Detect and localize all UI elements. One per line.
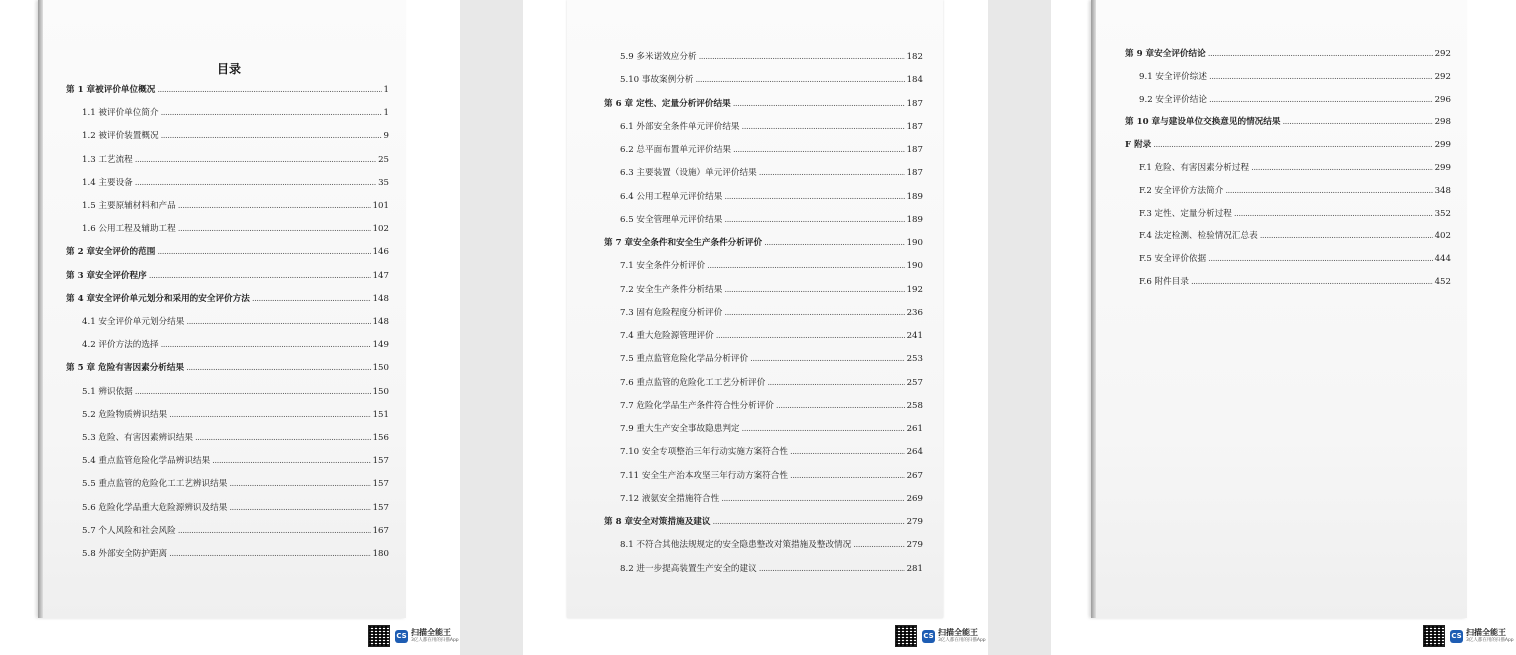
toc-leader-dots xyxy=(161,339,371,351)
toc-page-number: 157 xyxy=(372,456,389,467)
toc-leader-dots xyxy=(724,307,904,319)
toc-page-number: 187 xyxy=(906,168,923,179)
toc-entry-label: 7.1 安全条件分析评价 xyxy=(620,261,706,272)
toc-entry-label: 8.2 进一步提高装置生产安全的建议 xyxy=(620,563,757,574)
watermark-name: 扫描全能王 xyxy=(411,628,451,637)
toc-leader-dots xyxy=(767,377,904,389)
qr-code-icon xyxy=(1423,625,1445,647)
toc-section-entry xyxy=(1139,185,1451,197)
toc-page-number: 292 xyxy=(1434,49,1451,59)
toc-leader-dots xyxy=(699,51,905,63)
toc-entry-label: F.1 危险、有害因素分析过程 xyxy=(1139,163,1250,173)
toc-entry-label: F.6 附件目录 xyxy=(1139,277,1189,287)
toc-section-entry xyxy=(620,74,923,86)
toc-page-number: 182 xyxy=(906,52,923,62)
toc-entry-label: 4.1 安全评价单元划分结果 xyxy=(82,317,185,327)
toc-section-entry xyxy=(620,307,923,319)
toc-leader-dots xyxy=(733,98,905,110)
toc-page-number: 298 xyxy=(1434,117,1451,128)
toc-leader-dots xyxy=(157,246,370,258)
toc-title: 目录 xyxy=(217,62,242,76)
toc-section-entry xyxy=(82,455,389,467)
toc-entry-label: 5.5 重点监管的危险化工工艺辨识结果 xyxy=(82,479,228,490)
toc-leader-dots xyxy=(1209,71,1433,83)
toc-page-number: 402 xyxy=(1434,231,1451,242)
toc-page-number: 267 xyxy=(906,470,923,481)
toc-entry-label: 9.1 安全评价综述 xyxy=(1139,71,1207,82)
toc-leader-dots xyxy=(157,84,381,96)
toc-page-number: 187 xyxy=(906,121,923,132)
toc-page-number: 187 xyxy=(906,98,923,109)
toc-page-number: 25 xyxy=(378,154,389,165)
toc-entry-label: 1.6 公用工程及辅助工程 xyxy=(82,224,176,235)
toc-section-entry xyxy=(82,107,389,119)
toc-entry-label: 第 3 章安全评价程序 xyxy=(66,270,147,281)
toc-section-entry xyxy=(620,493,923,505)
toc-entry-label: 6.3 主要装置（设施）单元评价结果 xyxy=(620,168,757,179)
toc-leader-dots xyxy=(790,470,905,482)
watermark-name: 扫描全能王 xyxy=(1466,628,1506,637)
toc-section-entry xyxy=(82,502,389,514)
toc-page-number: 156 xyxy=(372,433,389,443)
toc-entry-label: F 附录 xyxy=(1125,140,1152,151)
toc-entry-label: 第 7 章安全条件和安全生产条件分析评价 xyxy=(604,238,763,248)
toc-section-entry xyxy=(82,177,389,189)
toc-page-number: 167 xyxy=(372,525,389,536)
toc-entry-label: 第 8 章安全对策措施及建议 xyxy=(604,517,711,527)
scanner-watermark xyxy=(368,625,459,647)
toc-leader-dots xyxy=(169,548,370,560)
toc-entry-label: 1.4 主要设备 xyxy=(82,177,133,188)
toc-section-entry xyxy=(620,353,923,365)
toc-page-number: 299 xyxy=(1434,163,1451,173)
toc-leader-dots xyxy=(169,409,370,421)
toc-leader-dots xyxy=(186,316,370,328)
toc-entry-label: 9.2 安全评价结论 xyxy=(1139,94,1207,105)
toc-leader-dots xyxy=(724,214,904,226)
toc-page-number: 148 xyxy=(372,317,389,327)
cs-scanner-icon: CS xyxy=(1450,630,1463,643)
toc-leader-dots xyxy=(750,353,904,365)
toc-page-number: 149 xyxy=(372,340,389,351)
toc-section-entry xyxy=(82,154,389,166)
toc-chapter-entry xyxy=(604,98,923,110)
toc-page-number: 184 xyxy=(906,75,923,86)
toc-section-entry xyxy=(82,548,389,560)
toc-leader-dots xyxy=(178,525,371,537)
toc-chapter-entry xyxy=(1125,116,1451,128)
toc-section-entry xyxy=(620,470,923,482)
toc-page-number: 241 xyxy=(906,331,923,341)
toc-section-entry xyxy=(620,377,923,389)
toc-page-number: 187 xyxy=(906,145,923,155)
toc-leader-dots xyxy=(716,330,905,342)
toc-leader-dots xyxy=(733,144,905,156)
toc-entry-label: 7.9 重大生产安全事故隐患判定 xyxy=(620,424,740,434)
toc-page-number: 261 xyxy=(906,424,923,434)
toc-page-number: 236 xyxy=(906,307,923,318)
toc-leader-dots xyxy=(178,200,371,212)
toc-page-number: 35 xyxy=(378,177,389,188)
toc-page-number: 157 xyxy=(372,502,389,513)
toc-chapter-entry xyxy=(66,293,389,305)
toc-section-entry xyxy=(620,446,923,458)
toc-page-number: 279 xyxy=(906,517,923,527)
watermark-subtitle: 3亿人都在用的扫描App xyxy=(938,638,986,643)
toc-page-number: 444 xyxy=(1434,254,1451,265)
toc-section-entry xyxy=(82,339,389,351)
toc-page-number: 281 xyxy=(906,563,923,574)
toc-page-number: 190 xyxy=(906,261,923,272)
toc-entry-label: 7.3 固有危险程度分析评价 xyxy=(620,307,723,318)
toc-chapter-entry xyxy=(604,237,923,249)
toc-leader-dots xyxy=(252,293,371,305)
toc-entry-label: 7.5 重点监管危险化学品分析评价 xyxy=(620,354,749,365)
toc-section-entry xyxy=(82,386,389,398)
toc-leader-dots xyxy=(742,121,905,133)
toc-page-number: 146 xyxy=(372,247,389,258)
watermark-subtitle: 3亿人都在用的扫描App xyxy=(411,638,459,643)
toc-entry-label: 5.8 外部安全防护距离 xyxy=(82,549,168,559)
toc-section-entry xyxy=(620,260,923,272)
toc-leader-dots xyxy=(713,516,905,528)
toc-page-number: 452 xyxy=(1434,277,1451,287)
toc-page-number: 150 xyxy=(372,386,389,397)
toc-entry-label: 4.2 评价方法的选择 xyxy=(82,340,159,351)
toc-entry-label: 1.5 主要原辅材料和产品 xyxy=(82,201,176,211)
toc-leader-dots xyxy=(1234,208,1433,220)
toc-page-number: 264 xyxy=(906,447,923,458)
toc-entry-label: 5.6 危险化学品重大危险源辨识及结果 xyxy=(82,502,228,513)
toc-entry-label: 第 5 章 危险有害因素分析结果 xyxy=(66,363,185,374)
toc-chapter-entry xyxy=(604,516,923,528)
toc-page-number: 253 xyxy=(906,354,923,365)
toc-entry-label: 7.2 安全生产条件分析结果 xyxy=(620,284,723,295)
toc-section-entry xyxy=(1139,208,1451,220)
toc-entry-label: 6.5 安全管理单元评价结果 xyxy=(620,214,723,225)
toc-section-entry xyxy=(620,51,923,63)
toc-page-number: 292 xyxy=(1434,71,1451,82)
toc-page-number: 190 xyxy=(906,238,923,248)
toc-leader-dots xyxy=(853,539,904,551)
document-page-2 xyxy=(523,0,988,655)
toc-leader-dots xyxy=(1208,253,1432,265)
toc-entry-label: 6.1 外部安全条件单元评价结果 xyxy=(620,121,740,132)
toc-entry-label: 1.1 被评价单位简介 xyxy=(82,108,159,119)
toc-entry-label: 6.4 公用工程单元评价结果 xyxy=(620,191,723,202)
toc-leader-dots xyxy=(1153,139,1432,151)
toc-section-entry xyxy=(82,478,389,490)
toc-page-number: 258 xyxy=(906,400,923,411)
toc-section-entry xyxy=(1139,253,1451,265)
toc-section-entry xyxy=(620,167,923,179)
toc-page-number: 150 xyxy=(372,363,389,374)
toc-chapter-entry xyxy=(1125,48,1451,60)
toc-entry-label: F.3 定性、定量分析过程 xyxy=(1139,208,1232,219)
toc-page-number: 102 xyxy=(372,224,389,235)
toc-entry-label: 第 2 章安全评价的范围 xyxy=(66,247,156,258)
toc-section-entry xyxy=(1139,230,1451,242)
toc-section-entry xyxy=(82,200,389,212)
toc-section-entry xyxy=(1139,94,1451,106)
page-gap xyxy=(460,0,523,655)
toc-page-number: 352 xyxy=(1434,208,1451,219)
toc-section-entry xyxy=(620,563,923,575)
scanner-watermark xyxy=(895,625,986,647)
toc-page-number: 157 xyxy=(372,479,389,490)
toc-entry-label: 5.3 危险、有害因素辨识结果 xyxy=(82,433,193,443)
scanner-watermark xyxy=(1423,625,1514,647)
toc-page-number: 257 xyxy=(906,377,923,388)
toc-leader-dots xyxy=(764,237,905,249)
qr-code-icon xyxy=(368,625,390,647)
toc-entry-label: F.4 法定检测、检验情况汇总表 xyxy=(1139,231,1258,242)
toc-page-number: 189 xyxy=(906,191,923,202)
toc-page-number: 147 xyxy=(372,270,389,281)
toc-leader-dots xyxy=(1225,185,1432,197)
toc-leader-dots xyxy=(724,284,904,296)
toc-leader-dots xyxy=(1209,94,1433,106)
toc-leader-dots xyxy=(229,502,370,514)
cs-scanner-icon: CS xyxy=(395,630,408,643)
toc-page-number: 189 xyxy=(906,214,923,225)
toc-section-entry xyxy=(82,525,389,537)
toc-entry-label: 7.4 重大危险源管理评价 xyxy=(620,331,714,341)
toc-leader-dots xyxy=(229,478,370,490)
toc-section-entry xyxy=(620,144,923,156)
toc-page-number: 299 xyxy=(1434,140,1451,151)
toc-leader-dots xyxy=(790,446,905,458)
toc-section-entry xyxy=(82,432,389,444)
toc-entry-label: 7.7 危险化学品生产条件符合性分析评价 xyxy=(620,400,774,411)
toc-entry-label: 1.2 被评价装置概况 xyxy=(82,131,159,142)
toc-entry-label: F.2 安全评价方法简介 xyxy=(1139,185,1224,196)
toc-section-entry xyxy=(82,409,389,421)
toc-leader-dots xyxy=(161,130,382,142)
toc-page-number: 192 xyxy=(906,284,923,295)
toc-section-entry xyxy=(620,284,923,296)
toc-leader-dots xyxy=(695,74,904,86)
toc-leader-dots xyxy=(161,107,382,119)
toc-leader-dots xyxy=(135,177,376,189)
toc-entry-label: 第 10 章与建设单位交换意见的情况结果 xyxy=(1125,117,1281,128)
toc-section-entry xyxy=(620,214,923,226)
toc-section-entry xyxy=(620,539,923,551)
toc-leader-dots xyxy=(186,362,371,374)
qr-code-icon xyxy=(895,625,917,647)
toc-entry-label: 6.2 总平面布置单元评价结果 xyxy=(620,145,731,155)
toc-entry-label: 1.3 工艺流程 xyxy=(82,154,133,165)
toc-page-number: 1 xyxy=(383,108,389,119)
toc-entry-label: 5.4 重点监管危险化学品辨识结果 xyxy=(82,456,211,467)
page-gap xyxy=(988,0,1051,655)
toc-leader-dots xyxy=(1191,276,1433,288)
toc-section-entry xyxy=(620,121,923,133)
toc-page-number: 9 xyxy=(383,131,389,142)
toc-leader-dots xyxy=(724,191,904,203)
toc-chapter-entry xyxy=(66,246,389,258)
toc-leader-dots xyxy=(135,386,371,398)
toc-section-entry xyxy=(82,130,389,142)
toc-page-number: 101 xyxy=(372,201,389,211)
toc-page-number: 1 xyxy=(383,85,389,95)
toc-leader-dots xyxy=(178,223,371,235)
toc-chapter-entry xyxy=(66,84,389,96)
toc-leader-dots xyxy=(135,154,376,166)
toc-leader-dots xyxy=(1251,162,1433,174)
toc-entry-label: 7.12 液氨安全措施符合性 xyxy=(620,493,720,504)
watermark-subtitle: 3亿人都在用的扫描App xyxy=(1466,638,1514,643)
toc-page-number: 151 xyxy=(372,409,389,420)
cs-scanner-icon: CS xyxy=(922,630,935,643)
toc-entry-label: 第 4 章安全评价单元划分和采用的安全评价方法 xyxy=(66,293,250,304)
toc-leader-dots xyxy=(1282,116,1432,128)
toc-section-entry xyxy=(620,423,923,435)
toc-page-number: 279 xyxy=(906,540,923,551)
toc-leader-dots xyxy=(149,270,371,282)
toc-page-number: 348 xyxy=(1434,185,1451,196)
toc-leader-dots xyxy=(776,400,905,412)
toc-leader-dots xyxy=(742,423,905,435)
toc-entry-label: 5.7 个人风险和社会风险 xyxy=(82,525,176,536)
toc-section-entry xyxy=(620,330,923,342)
toc-entry-label: 第 6 章 定性、定量分析评价结果 xyxy=(604,98,731,109)
toc-chapter-entry xyxy=(66,270,389,282)
toc-page-number: 296 xyxy=(1434,94,1451,105)
toc-entry-label: 5.1 辨识依据 xyxy=(82,386,133,397)
toc-leader-dots xyxy=(721,493,904,505)
toc-leader-dots xyxy=(759,563,905,575)
toc-section-entry xyxy=(1139,162,1451,174)
toc-entry-label: 5.10 事故案例分析 xyxy=(620,75,694,86)
toc-entry-label: 第 1 章被评价单位概况 xyxy=(66,85,156,95)
toc-entry-label: 7.10 安全专项整治三年行动实施方案符合性 xyxy=(620,447,788,458)
toc-entry-label: 7.11 安全生产治本攻坚三年行动方案符合性 xyxy=(620,470,788,481)
toc-page-number: 148 xyxy=(372,293,389,304)
toc-entry-label: 第 9 章安全评价结论 xyxy=(1125,49,1206,59)
toc-section-entry xyxy=(82,223,389,235)
watermark-name: 扫描全能王 xyxy=(938,628,978,637)
toc-section-entry xyxy=(620,400,923,412)
document-page-3 xyxy=(1051,0,1516,655)
toc-leader-dots xyxy=(195,432,371,444)
toc-section-entry xyxy=(82,316,389,328)
toc-section-entry xyxy=(620,191,923,203)
toc-entry-label: F.5 安全评价依据 xyxy=(1139,254,1207,265)
document-page-1 xyxy=(0,0,460,655)
toc-section-entry xyxy=(1139,71,1451,83)
toc-leader-dots xyxy=(707,260,904,272)
toc-leader-dots xyxy=(212,455,370,467)
toc-entry-label: 8.1 不符合其他法规规定的安全隐患整改对策措施及整改情况 xyxy=(620,540,852,551)
toc-section-entry xyxy=(1139,276,1451,288)
toc-entry-label: 7.6 重点监管的危险化工工艺分析评价 xyxy=(620,377,766,388)
toc-leader-dots xyxy=(1260,230,1433,242)
toc-leader-dots xyxy=(1208,48,1433,60)
toc-page-number: 180 xyxy=(372,549,389,559)
toc-entry-label: 5.2 危险物质辨识结果 xyxy=(82,409,168,420)
toc-page-number: 269 xyxy=(906,493,923,504)
toc-chapter-entry xyxy=(1125,139,1451,151)
toc-entry-label: 5.9 多米诺效应分析 xyxy=(620,52,697,62)
toc-leader-dots xyxy=(759,167,905,179)
toc-chapter-entry xyxy=(66,362,389,374)
